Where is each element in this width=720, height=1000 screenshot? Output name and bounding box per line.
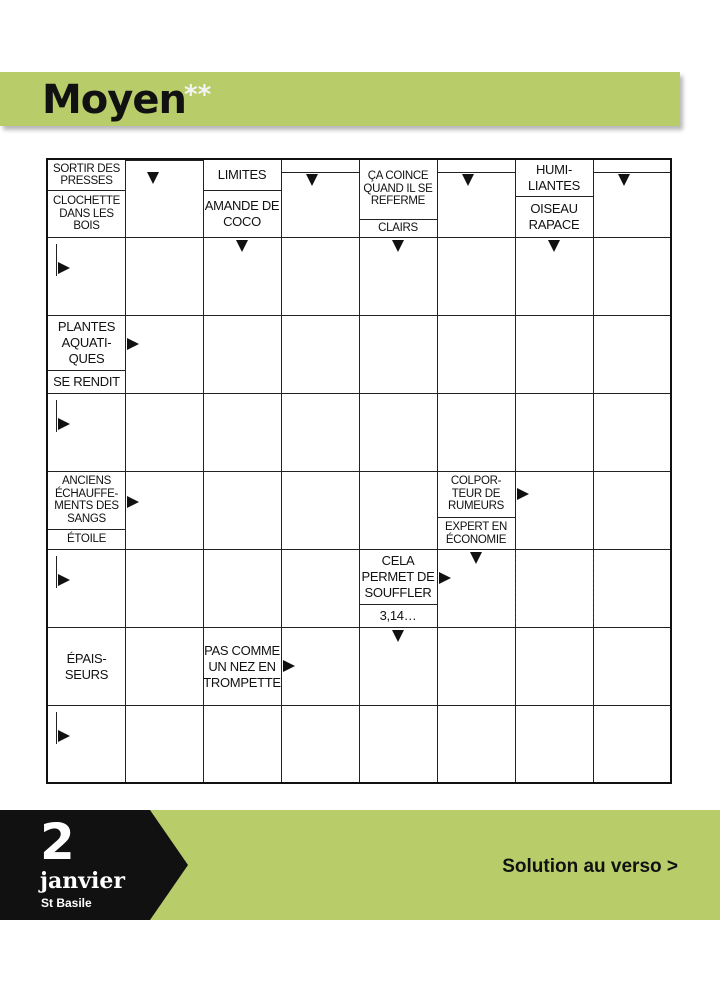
day-number: 2: [40, 813, 75, 871]
arrow-right-icon: [58, 574, 70, 586]
dashed-divider: [515, 552, 516, 624]
arrow-stem: [56, 400, 57, 432]
clue-text: 3,14…: [379, 608, 417, 623]
arrow-down-icon: [306, 174, 318, 186]
clue-cell: [48, 191, 125, 237]
clue-text: ÉPAIS-SEURS: [64, 650, 109, 682]
clue-cell: [359, 220, 437, 237]
clue-text: PLANTES AQUATI-QUES: [57, 318, 116, 366]
clue-cell: [437, 472, 515, 516]
clue-cell: [437, 518, 515, 549]
solution-link[interactable]: Solution au verso >: [502, 856, 678, 877]
clue-text: CLAIRS: [378, 222, 418, 235]
arrow-down-icon: [462, 174, 474, 186]
clue-cell: [515, 160, 593, 196]
clue-cell: [48, 160, 125, 190]
clue-text: ANCIENS ÉCHAUFFE-MENTS DES SANGS: [54, 475, 119, 525]
clue-cell: [359, 550, 437, 603]
arrow-right-icon: [58, 730, 70, 742]
clue-cell: [48, 371, 125, 393]
clue-cell: [48, 472, 125, 528]
arrow-right-icon: [58, 418, 70, 430]
crossword-grid: [46, 158, 672, 784]
arrow-down-icon: [470, 552, 482, 564]
month-label: janvier: [40, 868, 125, 894]
saint-of-day: St Basile: [41, 896, 92, 910]
clue-cell: [515, 197, 593, 237]
clue-text: CLOCHETTE DANS LES BOIS: [53, 195, 120, 233]
clue-cell: [203, 160, 281, 190]
clue-text: HUMI-LIANTES: [527, 162, 581, 193]
grid-line: [48, 627, 670, 628]
clue-divider: [593, 172, 670, 173]
level-title: Moyen: [42, 77, 186, 123]
clue-text: PAS COMME UN NEZ EN TROMPETTE: [203, 642, 281, 690]
clue-text: SE RENDIT: [53, 374, 120, 389]
arrow-down-icon: [618, 174, 630, 186]
dashed-divider: [593, 552, 594, 624]
clue-divider: [437, 172, 515, 173]
clue-text: ÉTOILE: [67, 533, 106, 546]
clue-text: ÇA COINCE QUAND IL SE REFERME: [363, 170, 433, 208]
difficulty-stars: **: [184, 80, 212, 110]
grid-line: [48, 393, 670, 394]
arrow-right-icon: [58, 262, 70, 274]
clue-text: SORTIR DES PRESSES: [52, 162, 121, 187]
arrow-right-icon: [517, 488, 529, 500]
arrow-right-icon: [439, 572, 451, 584]
clue-text: LIMITES: [217, 167, 267, 182]
clue-text: COLPOR-TEUR DE RUMEURS: [447, 475, 505, 513]
arrow-down-icon: [236, 240, 248, 252]
grid-line: [48, 471, 670, 472]
clue-cell: [203, 628, 281, 705]
arrow-right-icon: [127, 496, 139, 508]
clue-text: CELA PERMET DE SOUFFLER: [361, 552, 435, 600]
arrow-down-icon: [392, 240, 404, 252]
arrow-right-icon: [127, 338, 139, 350]
arrow-down-icon: [392, 630, 404, 642]
grid-line: [48, 705, 670, 706]
arrow-down-icon: [548, 240, 560, 252]
clue-text: AMANDE DE COCO: [204, 198, 280, 229]
grid-line: [48, 237, 670, 238]
clue-cell: [359, 160, 437, 218]
clue-text: EXPERT EN ÉCONOMIE: [444, 521, 508, 546]
arrow-stem: [56, 556, 57, 588]
arrow-right-icon: [283, 660, 295, 672]
date-tab: [0, 810, 188, 920]
grid-line: [48, 315, 670, 316]
clue-cell: [48, 316, 125, 369]
arrow-down-icon: [147, 172, 159, 184]
clue-divider: [281, 172, 359, 173]
clue-text: OISEAU RAPACE: [528, 201, 580, 232]
clue-cell: [48, 530, 125, 549]
arrow-stem: [56, 712, 57, 744]
clue-cell: [48, 628, 125, 705]
clue-cell: [203, 191, 281, 237]
clue-cell: [359, 605, 437, 627]
clue-divider: [125, 160, 203, 161]
arrow-stem: [56, 244, 57, 276]
